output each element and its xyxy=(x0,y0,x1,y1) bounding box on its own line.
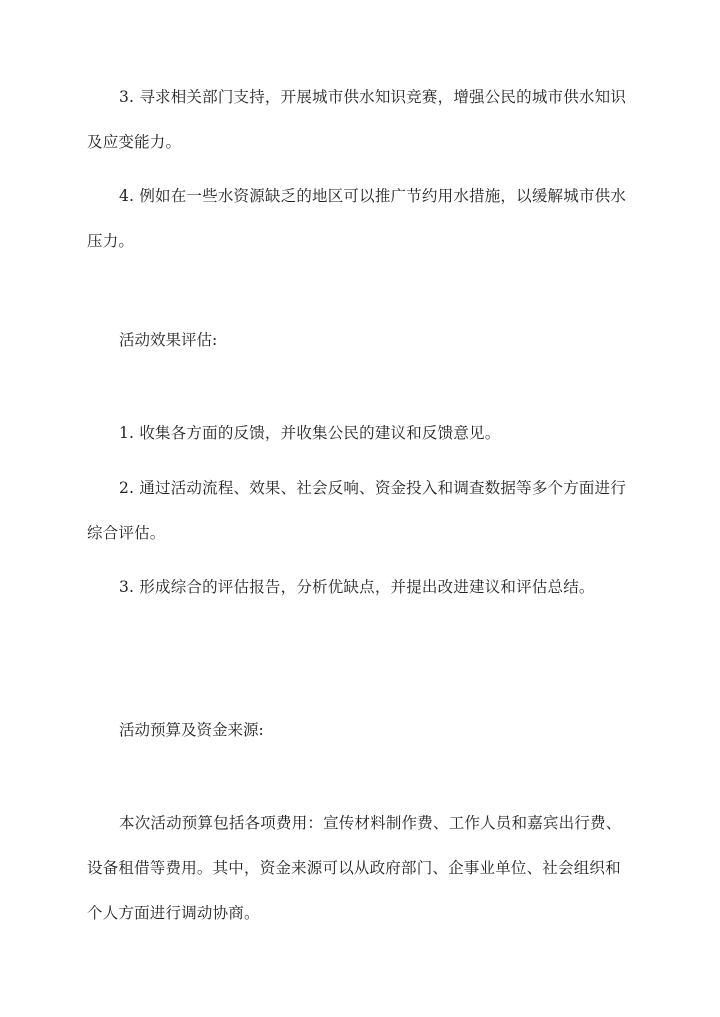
section-heading-budget: 活动预算及资金来源: xyxy=(119,721,264,739)
paragraph-item-4: 4. 例如在一些水资源缺乏的地区可以推广节约用水措施，以缓解城市供水压力。 xyxy=(87,187,627,250)
evaluation-item-3: 3. 形成综合的评估报告，分析优缺点，并提出改进建议和评估总结。 xyxy=(119,578,595,596)
evaluation-item-1: 1. 收集各方面的反馈，并收集公民的建议和反馈意见。 xyxy=(119,424,501,442)
budget-paragraph: 本次活动预算包括各项费用：宣传材料制作费、工作人员和嘉宾出行费、设备租借等费用。其中，资金来源可以从政府部门、企事业单位、社会组织和个人方面进行调动协商。 xyxy=(87,814,622,922)
section-heading-evaluation: 活动效果评估: xyxy=(119,331,218,349)
paragraph-item-3: 3. 寻求相关部门支持，开展城市供水知识竞赛，增强公民的城市供水知识及应变能力。 xyxy=(87,88,627,151)
evaluation-item-2: 2. 通过活动流程、效果、社会反响、资金投入和调查数据等多个方面进行综合评估。 xyxy=(87,479,627,542)
